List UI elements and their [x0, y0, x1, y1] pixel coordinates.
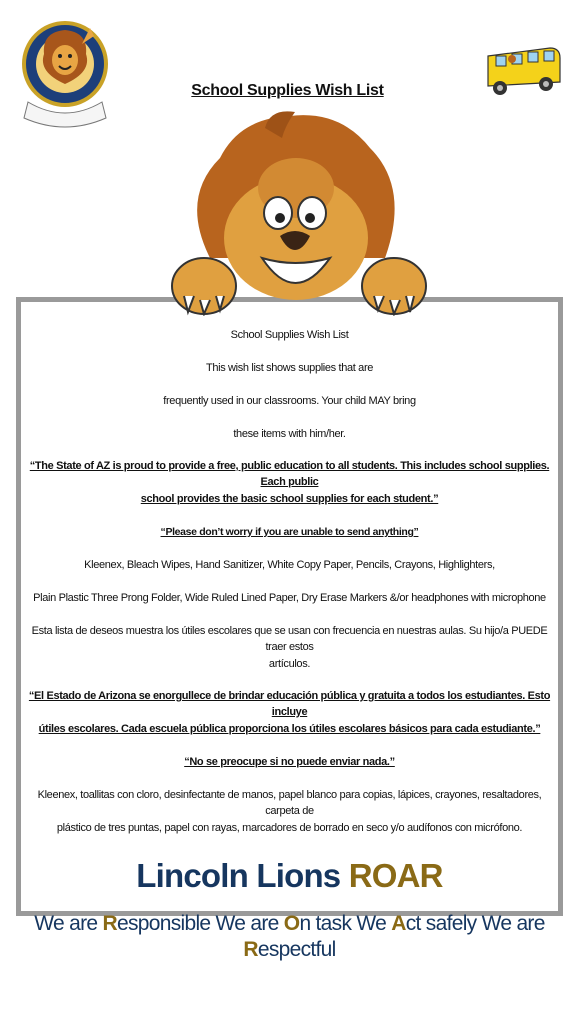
roar-text-navy: Lincoln Lions — [136, 857, 349, 894]
en-statement-line-1: “The State of AZ is proud to provide a free, public education to all students. This includes school supplies. Each public — [29, 460, 550, 488]
lion-mascot-icon — [170, 108, 428, 316]
motto — [20, 911, 559, 963]
es-items-line-2: plástico de tres puntas, papel con rayas, marcadores de borrado en seco y/o audífonos con micrófono. — [56, 822, 523, 834]
intro-line-2: frequently used in our classrooms. Your child MAY bring — [163, 395, 416, 407]
motto-part: ct safely We are — [405, 912, 545, 935]
en-items-line-2: Plain Plastic Three Prong Folder, Wide Ruled Lined Paper, Dry Erase Markers &/or headphones with microphone — [33, 592, 546, 604]
es-statement-line-2: útiles escolares. Cada escuela pública proporciona los útiles escolares básicos para cada estudiante.” — [38, 723, 541, 735]
en-items-line-1: Kleenex, Bleach Wipes, Hand Sanitizer, White Copy Paper, Pencils, Crayons, Highlighters, — [84, 559, 495, 571]
box-title: School Supplies Wish List — [230, 329, 349, 341]
intro-line-3: these items with him/her. — [233, 428, 346, 440]
lincoln-lions-roar-heading — [20, 856, 559, 896]
motto-part: n task We — [299, 912, 392, 935]
school-logo — [22, 14, 108, 132]
motto-initial: R — [102, 912, 117, 935]
motto-initial: A — [391, 912, 406, 935]
es-worry-note: “No se preocupe si no puede enviar nada.” — [184, 756, 395, 768]
motto-initial: O — [283, 912, 300, 935]
intro-line-1: This wish list shows supplies that are — [205, 362, 374, 374]
motto-initial: R — [243, 938, 258, 961]
wish-list-content — [20, 297, 559, 963]
es-intro-line-1: Esta lista de deseos muestra los útiles escolares que se usan con frecuencia en nuestras aulas. Su hijo/a PUEDE traer estos — [31, 625, 548, 653]
en-statement-line-2: school provides the basic school supplies for each student.” — [140, 493, 439, 505]
es-intro-line-2: artículos. — [268, 658, 311, 670]
es-items-line-1: Kleenex, toallitas con cloro, desinfectante de manos, papel blanco para copias, lápices, crayones, resaltadores, carpeta de — [37, 789, 542, 817]
motto-part: We are — [34, 912, 103, 935]
en-worry-note: “Please don’t worry if you are unable to send anything” — [160, 526, 419, 538]
roar-text-gold: ROAR — [348, 857, 443, 894]
page-title: School Supplies Wish List — [191, 82, 384, 99]
motto-part: esponsible We are — [117, 912, 284, 935]
motto-part: espectful — [257, 938, 336, 961]
es-statement-line-1: “El Estado de Arizona se enorgullece de brindar educación pública y gratuita a todos los estudiantes. Esto incluye — [28, 690, 551, 718]
